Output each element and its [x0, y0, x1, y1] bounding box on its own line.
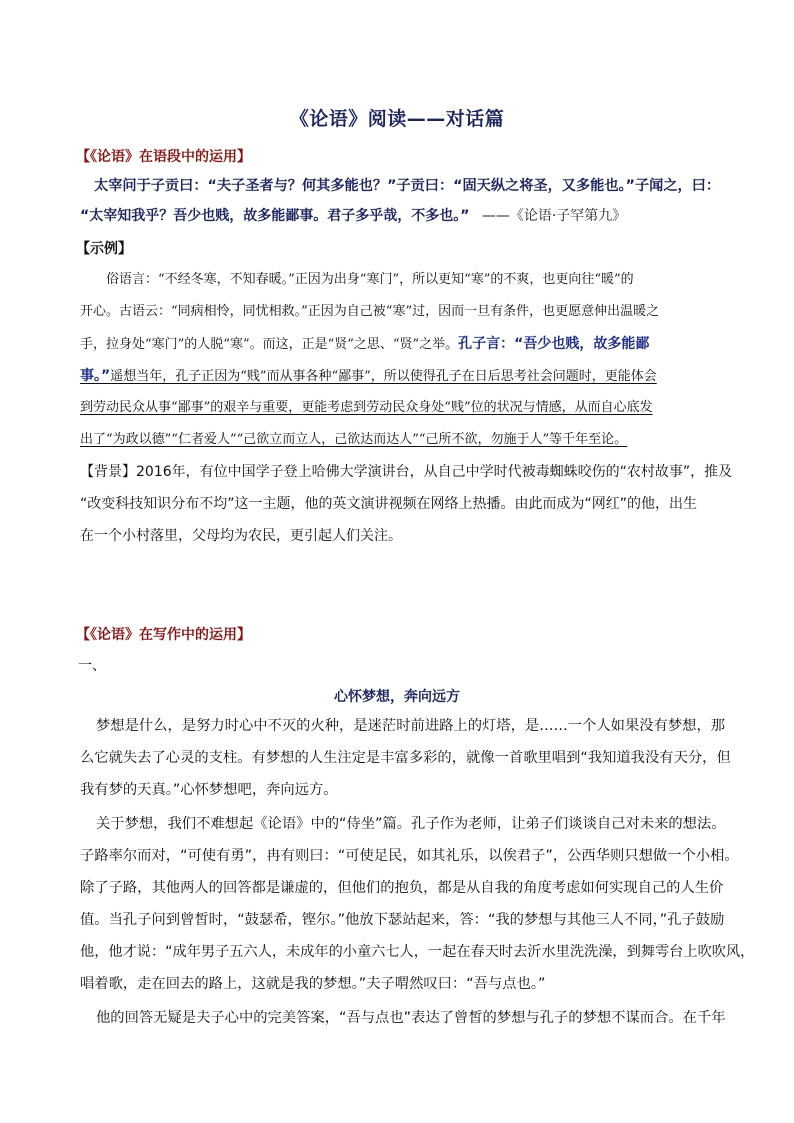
example-line-6: 出了“为政以德”“仁者爱人”“己欲立而立人，己欲达而达人”“己所不欲，勿施于人”等千年至论。 — [80, 432, 628, 447]
example-line-1: 俗语言：“不经冬寒，不知春暖。”正因为出身“寒门”，所以更知“寒”的不爽，也更向往“暖”的 — [106, 272, 634, 287]
example-line-3a: 手，拉身处“寒门”的人脱“寒”。而这，正是“贤”之思、“贤”之举。 — [80, 337, 459, 352]
example-heading: 【示例】 — [76, 241, 132, 257]
essay-p2-line-5: 他，他才说：“成年男子五六人，未成年的小童六七人，一起在春天时去沂水里洗洗澡，到舞雩台上吹吹风， — [80, 944, 755, 960]
example-line-4 — [80, 366, 657, 387]
essay-p2-line-6: 唱着歌，走在回去的路上，这就是我的梦想。”夫子喟然叹曰：“吾与点也。” — [80, 976, 546, 992]
essay-number: 一、 — [78, 658, 106, 674]
essay-p1-line-1: 梦想是什么，是努力时心中不灭的火种，是迷茫时前进路上的灯塔，是……一个人如果没有梦想，那 — [96, 718, 726, 734]
essay-p1-line-2: 么它就失去了心灵的支柱。有梦想的人生注定是丰富多彩的，就像一首歌里唱到“我知道我没有天分，但 — [80, 750, 731, 766]
essay-p3-line-1: 他的回答无疑是夫子心中的完美答案，“吾与点也”表达了曾皙的梦想与孔子的梦想不谋而合。在千年 — [96, 1010, 726, 1026]
essay-title: 心怀梦想，奔向远方 — [334, 689, 460, 705]
quote-line-2: “太宰知我乎？吾少也贱，故多能鄙事。君子多乎哉，不多也。” — [80, 208, 470, 224]
quote-source: ——《论语·子罕第九》 — [481, 208, 627, 224]
confucius-quote-start: 孔子言：“吾少也贱，故多能鄙 — [458, 336, 650, 352]
quote-line-1: 太宰问于子贡曰：“夫子圣者与？何其多能也？”子贡曰：“固天纵之将圣，又多能也。”子闻之，曰： — [94, 178, 721, 194]
background-line-3: 在一个小村落里，父母均为农民，更引起人们关注。 — [80, 528, 402, 544]
page-title: 《论语》阅读——对话篇 — [289, 108, 505, 130]
essay-p2-line-2: 子路率尔而对，“可使有勇”，冉有则曰：“可使足民，如其礼乐，以俟君子”，公西华则只想做一个小相。 — [80, 848, 739, 864]
essay-p2-line-3: 除了子路，其他两人的回答都是谦虚的，但他们的抱负，都是从自我的角度考虑如何实现自己的人生价 — [80, 880, 724, 896]
section-heading-passage: 【《论语》在语段中的运用】 — [76, 149, 251, 165]
confucius-quote-end: 事。” — [80, 368, 111, 384]
essay-p1-line-3: 我有梦的天真。”心怀梦想吧，奔向远方。 — [80, 782, 338, 798]
section-heading-writing: 【《论语》在写作中的运用】 — [76, 627, 251, 643]
background-line-1: 【背景】2016年，有位中国学子登上哈佛大学演讲台，从自己中学时代被毒蜘蛛咬伤的“农村故事”，推及 — [80, 464, 733, 480]
example-line-2: 开心。古语云：“同病相怜，同忧相救。”正因为自己被“寒”过，因而一旦有条件，也更愿意伸出温暖之 — [80, 304, 660, 319]
example-line-3 — [80, 334, 649, 355]
essay-p2-line-1: 关于梦想，我们不难想起《论语》中的“侍坐”篇。孔子作为老师，让弟子们谈谈自己对未来的想法。 — [96, 816, 726, 832]
essay-p2-line-4: 值。当孔子问到曾皙时，“鼓瑟希，铿尔。”他放下瑟站起来，答：“我的梦想与其他三人不同，”孔子鼓励 — [80, 912, 725, 928]
example-line-5: 到劳动民众从事“鄙事”的艰辛与重要，更能考虑到劳动民众身处“贱”位的状况与情感，从而自心底发 — [80, 400, 653, 415]
background-line-2: “改变科技知识分布不均”这一主题，他的英文演讲视频在网络上热播。由此而成为“网红”的他，出生 — [80, 496, 698, 512]
example-line-4b: 遥想当年，孔子正因为“贱”而从事各种“鄙事”，所以使得孔子在日后思考社会问题时，更能体会 — [110, 369, 657, 384]
quote-line-2-wrap — [80, 206, 626, 226]
